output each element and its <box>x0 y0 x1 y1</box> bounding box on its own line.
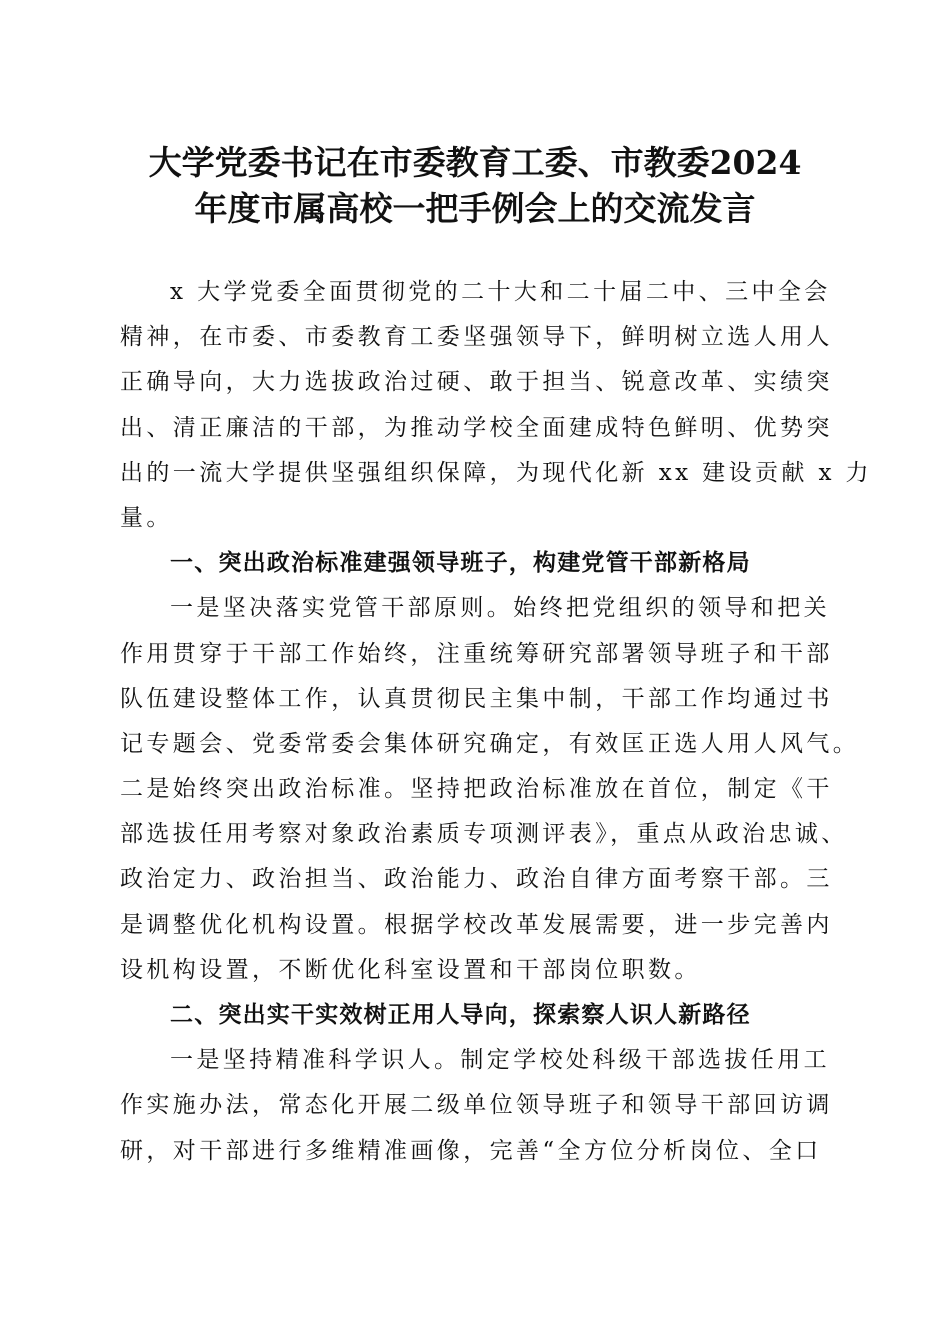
text-line: 研，对干部进行多维精准画像，完善“全方位分析岗位、全口 <box>120 1137 822 1164</box>
text-line: x 大学党委全面贯彻党的二十大和二十届二中、三中全会 <box>170 279 831 305</box>
text-line: 正确导向，大力选拔政治过硬、敢于担当、锐意改革、实绩突 <box>120 369 833 396</box>
text-line: 记专题会、党委常委会集体研究确定，有效匡正选人用人风气。 <box>120 730 860 757</box>
text-line: 量。 <box>120 504 173 531</box>
section-1-heading: 一、突出政治标准建强领导班子，构建党管干部新格局 <box>170 550 751 577</box>
text-line: 一是坚决落实党管干部原则。始终把党组织的领导和把关 <box>170 595 830 622</box>
title-line-2: 年度市属高校一把手例会上的交流发言 <box>194 189 756 228</box>
text-line: 一是坚持精准科学识人。制定学校处科级干部选拔任用工 <box>170 1047 830 1074</box>
text-line: 二是始终突出政治标准。坚持把政治标准放在首位，制定《干 <box>120 776 833 803</box>
text-line: 精神，在市委、市委教育工委坚强领导下，鲜明树立选人用人 <box>120 324 833 351</box>
text-line: 政治定力、政治担当、政治能力、政治自律方面考察干部。三 <box>120 866 833 893</box>
text-line: 部选拔任用考察对象政治素质专项测评表》，重点从政治忠诚、 <box>120 821 848 848</box>
text-line: 出、清正廉洁的干部，为推动学校全面建成特色鲜明、优势突 <box>120 414 833 441</box>
text-line: 作实施办法，常态化开展二级单位领导班子和领导干部回访调 <box>120 1092 833 1119</box>
intro-paragraph <box>120 270 872 541</box>
text-line: 作用贯穿于干部工作始终，注重统筹研究部署领导班子和干部 <box>120 640 833 667</box>
text-line: 出的一流大学提供坚强组织保障，为现代化新 xx 建设贡献 x 力 <box>120 459 872 486</box>
text-line: 队伍建设整体工作，认真贯彻民主集中制，干部工作均通过书 <box>120 685 833 712</box>
document-body <box>120 270 872 1174</box>
section-1 <box>120 541 860 993</box>
document-title <box>110 140 840 232</box>
text-line: 设机构设置，不断优化科室设置和干部岗位职数。 <box>120 956 701 983</box>
text-line: 是调整优化机构设置。根据学校改革发展需要，进一步完善内 <box>120 911 833 938</box>
section-2-heading: 二、突出实干实效树正用人导向，探索察人识人新路径 <box>170 1002 751 1028</box>
title-line-1: 大学党委书记在市委教育工委、市教委2024 <box>148 143 802 182</box>
section-2 <box>120 993 840 1174</box>
